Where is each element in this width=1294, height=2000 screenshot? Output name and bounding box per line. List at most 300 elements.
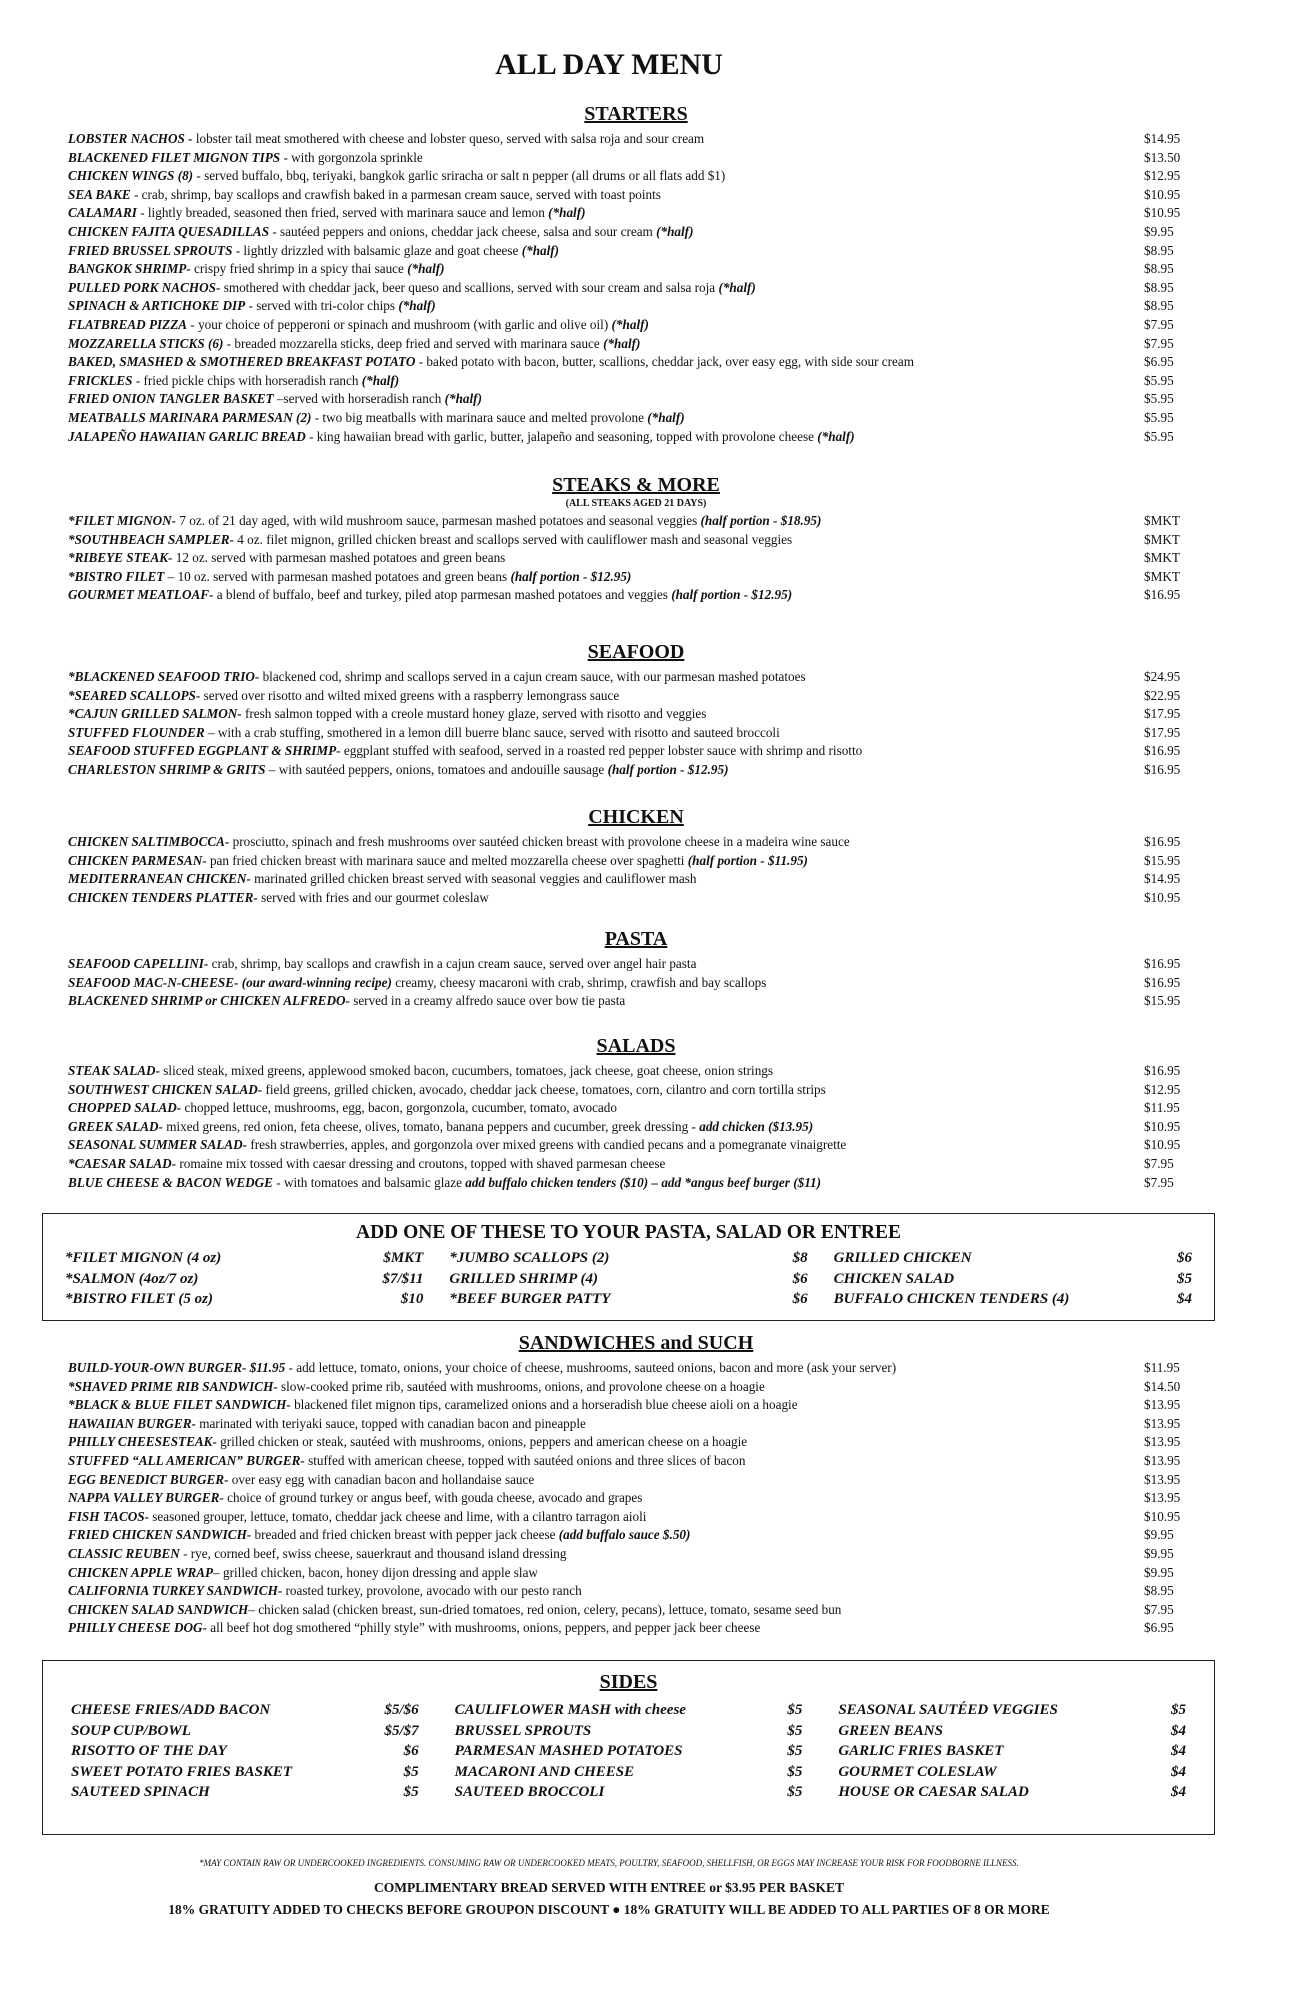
menu-item-description [68,955,1144,974]
menu-item-price: $13.95 [1144,1397,1181,1413]
section-title-chicken: CHICKEN [588,806,684,828]
menu-item-description [68,316,1144,335]
menu-item-note: add buffalo chicken tenders ($10) – add *angus beef burger ($11) [465,1174,822,1190]
menu-item-name: FISH TACOS- [68,1508,149,1524]
menu-item-price: $24.95 [1144,669,1181,684]
menu-item-name: *RIBEYE STEAK- [68,550,173,566]
item-name: BUFFALO CHICKEN TENDERS (4) [833,1291,1070,1307]
menu-item-note: (*half) [611,316,649,332]
menu-item-price: $7.95 [1144,335,1174,351]
menu-item-name: CALIFORNIA TURKEY SANDWICH- [68,1583,283,1599]
menu-item-description [68,1619,1144,1638]
menu-item-text: fresh salmon topped with a creole mustard honey glaze, served with risotto and veggies [241,706,707,722]
menu-item [68,1174,1204,1193]
item-name: *BISTRO FILET (5 oz) [65,1291,213,1307]
menu-item-description [68,1508,1144,1527]
menu-item-price: $13.95 [1144,1490,1181,1506]
addon-item [449,1269,807,1290]
menu-item-description [68,1452,1144,1471]
bread-note: COMPLIMENTARY BREAD SERVED WITH ENTREE or $3.95 PER BASKET [374,1880,844,1895]
menu-item-description [68,428,1144,447]
menu-item-name: PULLED PORK NACHOS- [68,279,221,295]
salads-section [68,1034,1204,1192]
pasta-section [68,927,1204,1011]
menu-item-name: FLATBREAD PIZZA [68,316,188,332]
menu-item-note: (our award-winning recipe) [241,974,392,990]
menu-item-text: chopped lettuce, mushrooms, egg, bacon, gorgonzola, cucumber, tomato, avocado [181,1100,617,1116]
menu-item-name: CHARLESTON SHRIMP & GRITS [68,761,266,777]
item-name: *FILET MIGNON (4 oz) [65,1250,222,1266]
menu-item-description [68,531,1144,550]
menu-item-description [68,1396,1144,1415]
menu-item-price: $13.95 [1144,1415,1181,1431]
menu-item [68,1452,1204,1471]
addons-box [42,1213,1215,1321]
menu-item [68,1471,1204,1490]
menu-item-name: LOBSTER NACHOS - [68,131,193,146]
menu-item [68,1489,1204,1508]
menu-item-text: - add lettuce, tomato, onions, your choice of cheese, mushrooms, sauteed onions, bacon and more (ask your server) [285,1360,897,1375]
menu-item-price: $10.95 [1144,1118,1181,1134]
menu-item [68,1415,1204,1434]
menu-item-price: $MKT [1144,531,1180,547]
menu-item [68,1619,1204,1638]
menu-item-price: $10.95 [1144,1137,1181,1153]
menu-item-note: (half portion - $18.95) [700,513,822,528]
menu-item-price: $9.95 [1144,1564,1174,1580]
menu-item-name: BLACKENED FILET MIGNON TIPS [68,149,281,165]
menu-item [68,1155,1204,1174]
menu-item-text: served over risotto and wilted mixed greens with a raspberry lemongrass sauce [200,687,620,703]
menu-item-text: fresh strawberries, apples, and gorgonzola over mixed greens with candied pecans and a pomegranate vinaigrette [247,1137,847,1153]
item-price: $5/$6 [384,1702,419,1718]
section-title-seafood: SEAFOOD [587,641,685,663]
menu-item-description [68,833,1144,852]
menu-item [68,186,1204,205]
item-price: $4 [1170,1784,1186,1800]
item-price: $5/$7 [384,1722,419,1739]
menu-item [68,586,1204,605]
menu-item-text: - served with tri-color chips [245,298,399,314]
menu-item-name: PHILLY CHEESE DOG- [68,1620,207,1636]
menu-item-note: (*half) [647,409,685,425]
addons-grid [43,1248,1214,1310]
menu-item-text: - crab, shrimp, bay scallops and crawfish baked in a parmesan cream sauce, served with toast points [130,186,661,202]
menu-item [68,1433,1204,1452]
menu-item-text: 7 oz. of 21 day aged, with wild mushroom sauce, parmesan mashed potatoes and seasonal veggies [176,513,701,528]
menu-item [68,390,1204,409]
menu-item-name: *CAESAR SALAD- [68,1155,177,1171]
menu-item-description [68,1359,1144,1378]
menu-item-name: SEAFOOD CAPELLINI- [68,956,209,971]
menu-item-name: CHOPPED SALAD- [68,1100,182,1116]
item-name: RISOTTO OF THE DAY [71,1743,227,1759]
side-item [838,1762,1186,1783]
menu-item-price: $13.95 [1144,1452,1181,1468]
menu-item [68,1099,1204,1118]
menu-item-name: PHILLY CHEESESTEAK- [68,1434,217,1450]
menu-item-description [68,1155,1144,1174]
menu-item-text: crispy fried shrimp in a spicy thai sauce [190,261,408,277]
menu-item-description [68,742,1144,761]
chicken-list [68,833,1204,907]
item-price: $5 [787,1702,803,1718]
menu-item [68,1545,1204,1564]
menu-item-note: (*half) [361,372,400,388]
menu-item [68,870,1204,889]
menu-item-text: blackened filet mignon tips, caramelized onions and a horseradish blue cheese aioli on a hoagie [290,1397,798,1413]
side-item [71,1741,419,1762]
sides-box [42,1660,1215,1835]
menu-item [68,1396,1204,1415]
menu-item-text: roasted turkey, provolone, avocado with our pesto ranch [282,1583,582,1599]
menu-item-note: (half portion - $12.95) [607,761,729,777]
item-name: MACARONI AND CHEESE [454,1763,635,1780]
menu-item-note: (half portion - $11.95) [687,852,808,868]
menu-item-note: (half portion - $12.95) [510,568,632,584]
item-price: $4 [1170,1743,1186,1759]
addons-column [65,1248,423,1310]
side-item [455,1782,803,1803]
item-name: SAUTEED BROCCOLI [454,1784,605,1800]
menu-item-name: FRIED CHICKEN SANDWICH- [68,1527,252,1543]
addon-item [65,1289,423,1310]
menu-item-description [68,167,1144,186]
menu-item-note: (*half) [548,205,586,221]
menu-item-description [68,186,1144,205]
menu-item-description [68,1081,1144,1100]
menu-item-price: $17.95 [1144,724,1181,740]
menu-item-description [68,335,1144,354]
menu-item-name: *CAJUN GRILLED SALMON- [68,706,242,722]
menu-item [68,1526,1204,1545]
menu-item-text: over easy egg with canadian bacon and hollandaise sauce [228,1471,535,1487]
menu-item-description [68,149,1144,168]
menu-item-text: choice of ground turkey or angus beef, with gouda cheese, avocado and grapes [223,1490,643,1506]
menu-item-text: – grilled chicken, bacon, honey dijon dressing and apple slaw [213,1564,538,1580]
menu-item-name: NAPPA VALLEY BURGER- [68,1490,224,1506]
menu-item-text: - lightly breaded, seasoned then fried, served with marinara sauce and lemon [136,205,549,221]
menu-item-description [68,1136,1144,1155]
menu-item-description [68,1601,1144,1620]
sides-column [455,1700,803,1803]
menu-item-text: - two big meatballs with marinara sauce and melted provolone [311,409,648,425]
menu-item-name: *BISTRO FILET [68,568,165,584]
addon-item [65,1248,423,1269]
disclaimer-text: *MAY CONTAIN RAW OR UNDERCOOKED INGREDIENTS. CONSUMING RAW OR UNDERCOOKED MEATS, POULTRY, SEAFOOD, SHELLFISH, OR EGGS MAY INCREASE YOUR RISK FOR FOODBORNE ILLNESS. [199,1858,1019,1868]
side-item [71,1762,419,1783]
menu-item-name: EGG BENEDICT BURGER- [68,1471,229,1487]
menu-item-description [68,870,1144,889]
starters-section [68,102,1204,446]
item-name: GOURMET COLESLAW [838,1763,997,1780]
menu-item-name: GREEK SALAD- [68,1118,163,1134]
menu-item-note: (*half) [444,391,482,407]
menu-item-name: SEA BAKE [68,186,131,202]
menu-item [68,316,1204,335]
sides-title: SIDES [599,1671,658,1693]
menu-item-text: romaine mix tossed with caesar dressing and croutons, topped with shaved parmesan cheese [176,1155,666,1171]
menu-item-price: $7.95 [1144,1601,1174,1617]
menu-item-price: $14.50 [1144,1378,1181,1394]
item-price: $5 [1177,1270,1192,1287]
menu-item [68,531,1204,550]
menu-item-note: - add chicken ($13.95) [691,1118,814,1134]
menu-item-name: SEAFOOD STUFFED EGGPLANT & SHRIMP- [68,743,341,759]
item-price: $4 [1177,1291,1192,1307]
menu-item-price: $16.95 [1144,743,1181,759]
menu-item-text: - with gorgonzola sprinkle [280,149,423,165]
menu-item-price: $MKT [1144,550,1180,566]
menu-item-name: MEDITERRANEAN CHICKEN- [68,871,251,887]
menu-item-price: $16.95 [1144,761,1181,777]
menu-item [68,1508,1204,1527]
menu-item [68,297,1204,316]
menu-item-text: field greens, grilled chicken, avocado, cheddar jack cheese, tomatoes, corn, cilantro and corn tortilla strips [262,1081,826,1097]
menu-item-text: - lightly drizzled with balsamic glaze and goat cheese [232,242,522,258]
menu-item-description [68,297,1144,316]
menu-item-text: 4 oz. filet mignon, grilled chicken breast and scallops served with cauliflower mash and seasonal veggies [233,531,793,547]
menu-item [68,742,1204,761]
menu-item [68,761,1204,780]
menu-item [68,1136,1204,1155]
item-price: $5 [787,1784,803,1800]
menu-item-description [68,1118,1144,1137]
addon-item [449,1248,807,1269]
menu-item [68,130,1204,149]
menu-item [68,974,1204,993]
menu-item-description [68,549,1144,568]
menu-item-description [68,1489,1144,1508]
menu-item-text: – 10 oz. served with parmesan mashed potatoes and green beans [164,568,511,584]
item-name: BRUSSEL SPROUTS [454,1722,592,1739]
menu-item-note: (*half) [817,428,855,444]
menu-item-price: $9.95 [1144,223,1174,239]
menu-item [68,1564,1204,1583]
item-price: $5 [403,1763,419,1780]
sandwiches-section [68,1331,1204,1638]
menu-item-text: pan fried chicken breast with marinara sauce and melted mozzarella cheese over spaghetti [206,852,688,868]
menu-item-price: $9.95 [1144,1527,1174,1543]
menu-item-name: CHICKEN SALTIMBOCCA- [68,834,230,849]
menu-item-description [68,668,1144,687]
menu-item-text: - king hawaiian bread with garlic, butter, jalapeño and seasoning, topped with provolone cheese [305,428,818,444]
menu-item-name: CHICKEN WINGS (8) [68,168,194,184]
menu-item [68,1582,1204,1601]
menu-item-name: BUILD-YOUR-OWN BURGER- $11.95 [68,1360,286,1375]
menu-item-description [68,372,1144,391]
menu-item-text: breaded and fried chicken breast with pepper jack cheese [251,1527,559,1543]
menu-item-price: $13.95 [1144,1471,1181,1487]
menu-item-description [68,1526,1144,1545]
menu-item-text: seasoned grouper, lettuce, tomato, cheddar jack cheese and lime, with a cilantro tarragon aioli [149,1508,647,1524]
menu-item-description [68,1471,1144,1490]
menu-item-text: served with fries and our gourmet coleslaw [257,889,489,905]
section-title-steaks: STEAKS & MORE [552,474,720,496]
menu-item-name: BAKED, SMASHED & SMOTHERED BREAKFAST POTATO [68,354,416,370]
menu-item-name: CLASSIC REUBEN [68,1545,180,1561]
addon-item [834,1269,1192,1290]
menu-item-description [68,889,1144,908]
menu-item-description [68,1099,1144,1118]
menu-item [68,167,1204,186]
sides-column [71,1700,419,1803]
section-title-salads: SALADS [596,1035,676,1057]
menu-item-note: (*half) [718,279,756,295]
menu-item-description [68,1062,1144,1081]
menu-item-name: *FILET MIGNON- [68,513,177,528]
menu-item [68,242,1204,261]
menu-item [68,149,1204,168]
menu-item-price: $10.95 [1144,889,1181,905]
menu-item-description [68,568,1144,587]
item-name: CHEESE FRIES/ADD BACON [71,1702,271,1718]
menu-item-text: 12 oz. served with parmesan mashed potatoes and green beans [172,550,506,566]
menu-item-price: $10.95 [1144,1508,1181,1524]
section-title-pasta: PASTA [604,928,668,950]
menu-item-description [68,586,1144,605]
item-price: $8 [792,1250,808,1266]
menu-item [68,955,1204,974]
menu-item-text: – chicken salad (chicken breast, sun-dried tomatoes, red onion, celery, pecans), lettuce, tomato, sesame seed bun [248,1601,842,1617]
menu-item [68,687,1204,706]
menu-item-description [68,761,1144,780]
menu-item-name: *SEARED SCALLOPS- [68,687,201,703]
item-name: CAULIFLOWER MASH with cheese [454,1702,686,1718]
addon-item [449,1289,807,1310]
steaks-list [68,512,1204,605]
item-price: $4 [1170,1763,1186,1780]
item-name: GRILLED CHICKEN [833,1250,972,1266]
menu-item-price: $17.95 [1144,706,1181,722]
menu-item [68,549,1204,568]
menu-item-description [68,279,1144,298]
item-price: $MKT [383,1250,424,1266]
side-item [838,1782,1186,1803]
menu-item-description [68,1415,1144,1434]
item-name: GREEN BEANS [838,1722,943,1739]
menu-item-price: $10.95 [1144,205,1181,221]
menu-item-name: CHICKEN APPLE WRAP [68,1564,214,1580]
menu-item-price: $16.95 [1144,834,1181,849]
menu-item-price: $15.95 [1144,993,1181,1009]
menu-item-name: CHICKEN PARMESAN- [68,852,207,868]
menu-item-name: CHICKEN SALAD SANDWICH [68,1601,249,1617]
addon-item [834,1248,1192,1269]
item-price: $6 [792,1291,808,1307]
menu-item-description [68,852,1144,871]
section-title-starters: STARTERS [584,103,688,125]
menu-item [68,668,1204,687]
menu-item-description [68,130,1144,149]
menu-item-text: a blend of buffalo, beef and turkey, piled atop parmesan mashed potatoes and veggies [213,587,672,603]
steaks-subtitle: (ALL STEAKS AGED 21 DAYS) [565,498,707,509]
menu-item-description [68,1545,1144,1564]
menu-item-text: - fried pickle chips with horseradish ranch [132,372,362,388]
item-name: GARLIC FRIES BASKET [838,1743,1004,1759]
menu-item-price: $22.95 [1144,687,1181,703]
menu-item-text: creamy, cheesy macaroni with crab, shrimp, crawfish and bay scallops [391,974,767,990]
menu-item-text: all beef hot dog smothered “philly style” with mushrooms, onions, peppers, and pepper jack beer cheese [206,1620,761,1636]
side-item [455,1741,803,1762]
menu-item-text: crab, shrimp, bay scallops and crawfish in a cajun cream sauce, served over angel hair pasta [208,956,697,971]
menu-item-description [68,242,1144,261]
menu-item-name: SOUTHWEST CHICKEN SALAD- [68,1081,263,1097]
item-name: *JUMBO SCALLOPS (2) [449,1250,610,1266]
menu-item-text: - your choice of pepperoni or spinach and mushroom (with garlic and olive oil) [187,316,612,332]
menu-item-price: $16.95 [1144,974,1181,990]
starters-list [68,130,1204,446]
addon-item [65,1269,423,1290]
side-item [838,1721,1186,1742]
menu-item-price: $8.95 [1144,279,1174,295]
item-name: *SALMON (4oz/7 oz) [65,1270,199,1287]
menu-item-price: $7.95 [1144,1174,1174,1190]
menu-item-description [68,724,1144,743]
menu-item-name: *SHAVED PRIME RIB SANDWICH- [68,1378,278,1394]
menu-item-price: $5.95 [1144,409,1174,425]
menu-item-name: *BLACKENED SEAFOOD TRIO- [68,669,260,684]
menu-item-description [68,223,1144,242]
item-price: $6 [792,1270,808,1287]
menu-item-text: prosciutto, spinach and fresh mushrooms over sautéed chicken breast with provolone cheese in a madeira wine sauce [229,834,850,849]
menu-item-description [68,974,1144,993]
menu-item-text: –served with horseradish ranch [273,391,445,407]
menu-item-text: - sautéed peppers and onions, cheddar jack cheese, salsa and sour cream [269,223,657,239]
menu-item-note: (*half) [407,261,445,277]
menu-item-price: $16.95 [1144,1063,1181,1078]
menu-item-name: FRIED BRUSSEL SPROUTS [68,242,233,258]
menu-item-text: sliced steak, mixed greens, applewood smoked bacon, cucumbers, tomatoes, jack cheese, goat cheese, onion strings [159,1063,774,1078]
menu-item-text: marinated grilled chicken breast served with seasonal veggies and cauliflower mash [250,871,697,887]
salads-list [68,1062,1204,1192]
menu-item-name: BANGKOK SHRIMP- [68,261,191,277]
menu-item-name: GOURMET MEATLOAF- [68,587,214,603]
menu-item-price: $16.95 [1144,956,1181,971]
menu-item-price: $MKT [1144,568,1180,584]
menu-item-description [68,1174,1144,1193]
menu-item-price: $8.95 [1144,242,1174,258]
menu-item [68,279,1204,298]
menu-item [68,335,1204,354]
menu-item-text: eggplant stuffed with seafood, served in a roasted red pepper lobster sauce with shrimp and risotto [340,743,863,759]
menu-item [68,1359,1204,1378]
menu-item-text: - baked potato with bacon, butter, scallions, cheddar jack, over easy egg, with side sour cream [415,354,914,370]
side-item [71,1721,419,1742]
item-name: SEASONAL SAUTÉED VEGGIES [838,1702,1058,1718]
menu-item-text: stuffed with american cheese, topped with sautéed onions and three slices of bacon [304,1452,746,1468]
item-price: $7/$11 [382,1270,424,1287]
menu-item [68,833,1204,852]
menu-item-price: $14.95 [1144,871,1181,887]
menu-item-note: (*half) [521,242,560,258]
menu-item-description [68,512,1144,531]
menu-item-name: STEAK SALAD- [68,1063,160,1078]
pasta-list [68,955,1204,1011]
menu-item [68,428,1204,447]
sides-grid [43,1700,1214,1803]
menu-item-description [68,705,1144,724]
item-name: SOUP CUP/BOWL [71,1722,191,1739]
menu-item-text: grilled chicken or steak, sautéed with mushrooms, onions, peppers and american cheese on a hoagie [216,1434,748,1450]
steaks-section [68,473,1204,605]
menu-item-text: slow-cooked prime rib, sautéed with mushrooms, onions, and provolone cheese on a hoagie [277,1378,765,1394]
menu-item-price: $11.95 [1144,1100,1180,1116]
item-name: PARMESAN MASHED POTATOES [454,1743,683,1759]
menu-item-note: (*half) [603,335,641,351]
menu-item-name: CHICKEN TENDERS PLATTER- [68,889,258,905]
item-price: $5 [1170,1702,1186,1718]
